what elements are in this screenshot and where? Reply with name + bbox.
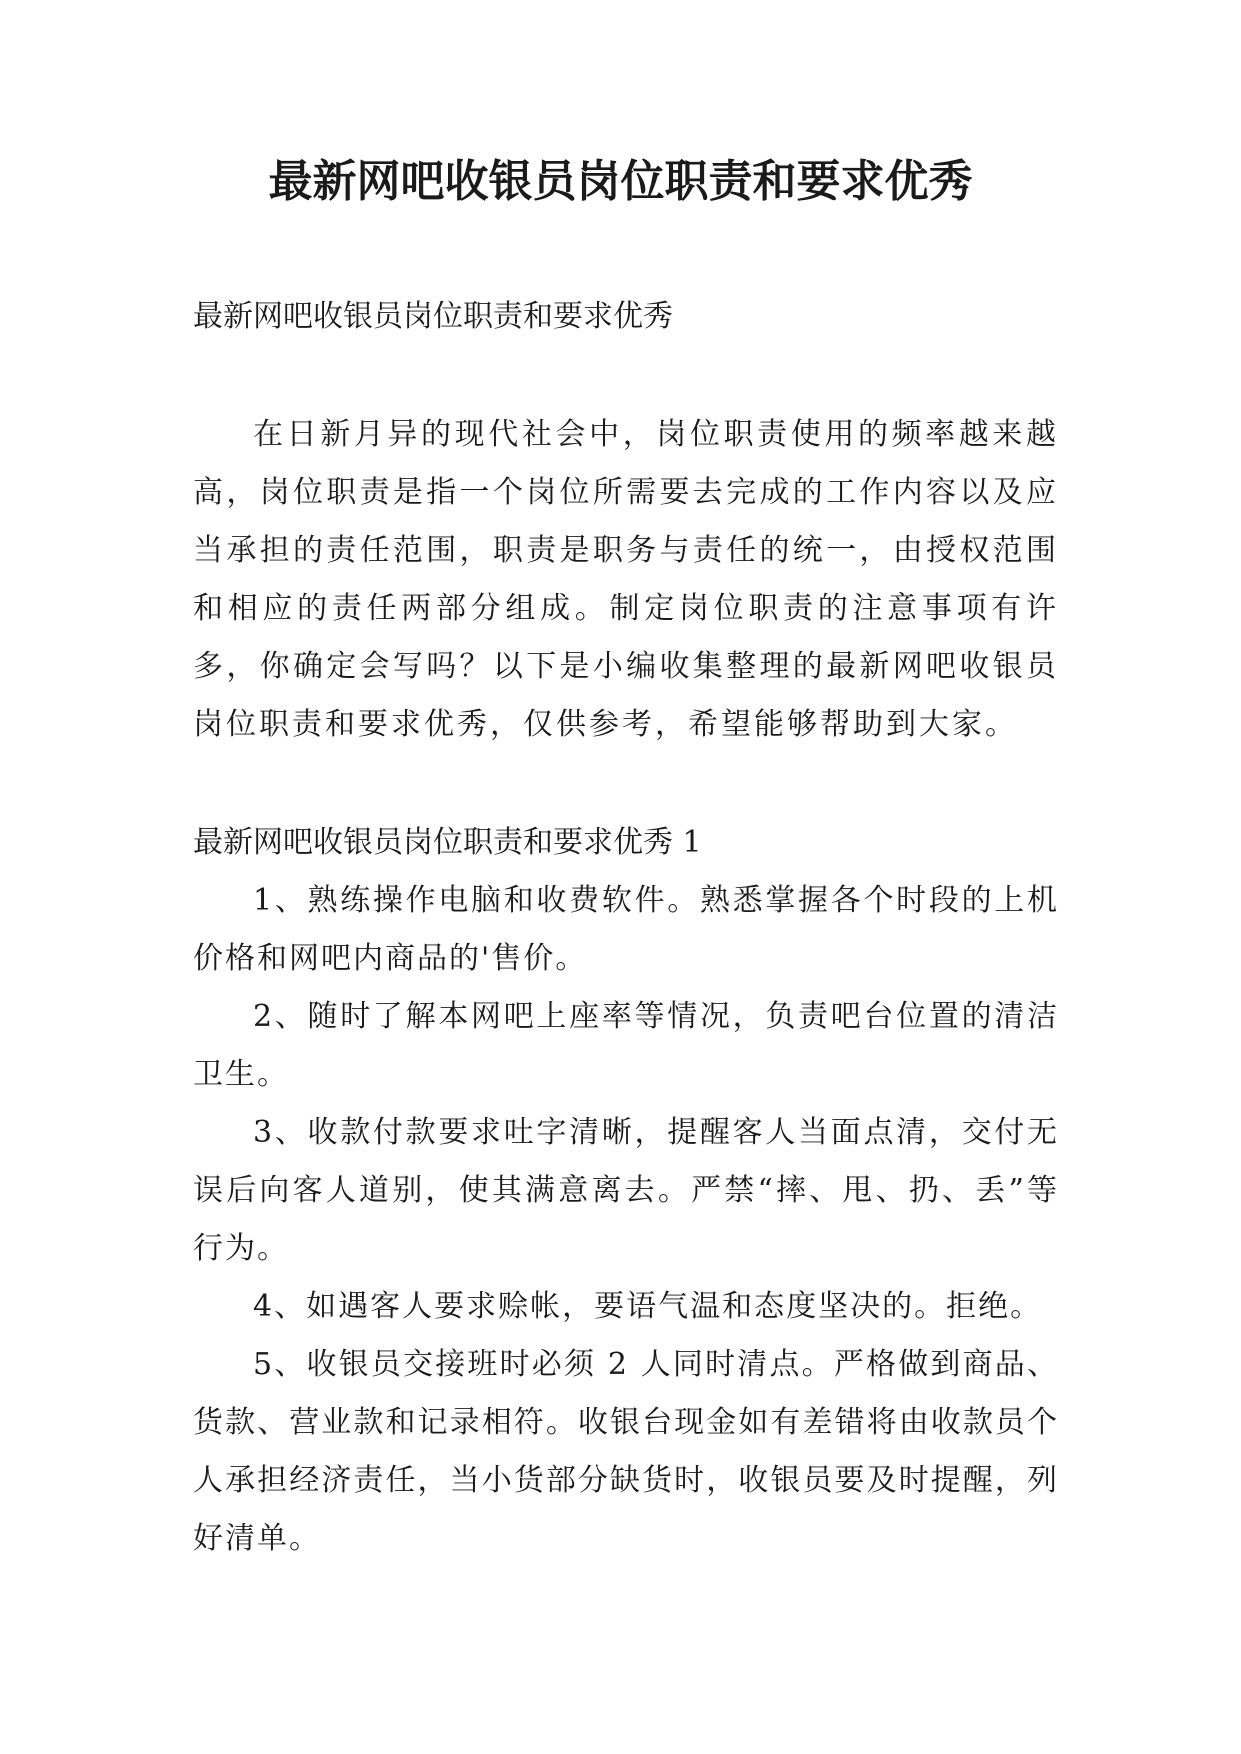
document-title: 最新网吧收银员岗位职责和要求优秀 — [268, 156, 973, 207]
duty-item-2: 2、随时了解本网吧上座率等情况，负责吧台位置的清洁卫生。 — [193, 999, 1059, 1092]
duty-item-3: 3、收款付款要求吐字清晰，提醒客人当面点清，交付无误后向客人道别，使其满意离去。严禁“摔、甩、扔、丢”等行为。 — [193, 1115, 1059, 1266]
intro-paragraph: 在日新月异的现代社会中，岗位职责使用的频率越来越高，岗位职责是指一个岗位所需要去完成的工作内容以及应当承担的责任范围，职责是职务与责任的统一，由授权范围和相应的责任两部分组成。制定岗位职责的注意事项有许多，你确定会写吗？以下是小编收集整理的最新网吧收银员岗位职责和要求优秀，仅供参考，希望能够帮助到大家。 — [193, 417, 1059, 742]
duty-item-4: 4、如遇客人要求赊帐，要语气温和态度坚决的。拒绝。 — [253, 1289, 1043, 1324]
duty-item-5: 5、收银员交接班时必须 2 人同时清点。严格做到商品、货款、营业款和记录相符。收银台现金如有差错将由收款员个人承担经济责任，当小货部分缺货时，收银员要及时提醒，列好清单。 — [193, 1347, 1059, 1556]
document-body — [193, 288, 1059, 1568]
section-heading: 最新网吧收银员岗位职责和要求优秀 1 — [193, 825, 702, 860]
document-subtitle: 最新网吧收银员岗位职责和要求优秀 — [193, 299, 673, 334]
duty-item-1: 1、熟练操作电脑和收费软件。熟悉掌握各个时段的上机价格和网吧内商品的'售价。 — [193, 883, 1059, 976]
